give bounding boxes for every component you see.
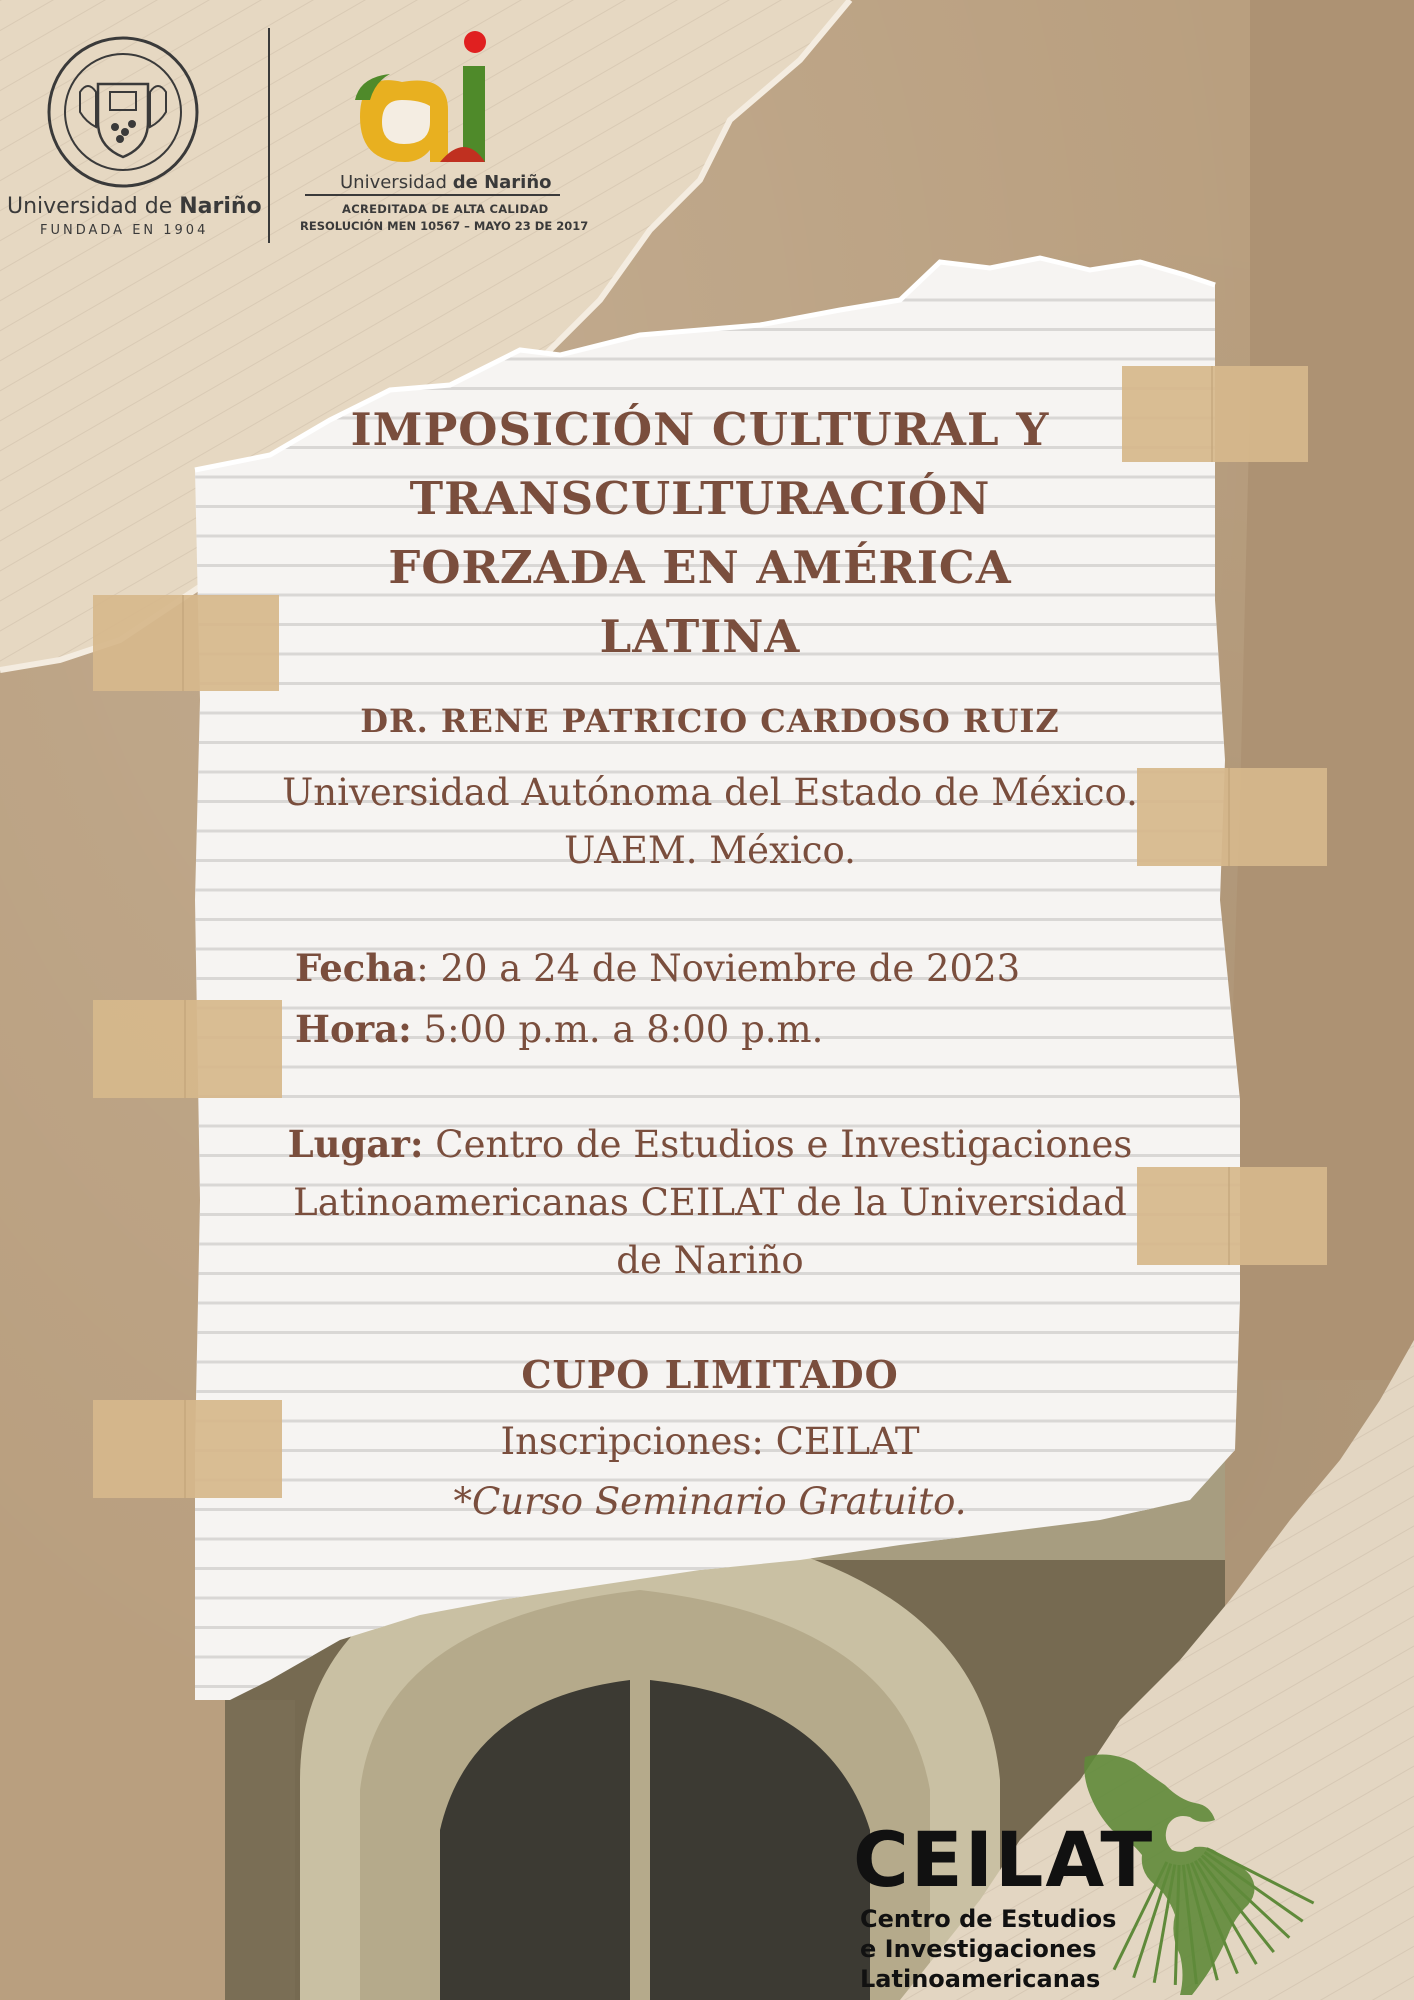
tape-piece <box>93 1400 282 1498</box>
lugar-value: Centro de Estudios e Investigaciones Latinoamericanas CEILAT de la Universidad de Nariño <box>293 1123 1133 1282</box>
ceilat-line-1: Centro de Estudios <box>860 1905 1117 1933</box>
affiliation-line-2: UAEM. México. <box>564 829 856 872</box>
title-line-4: LATINA <box>599 610 801 663</box>
ai-rule <box>305 194 560 196</box>
ai-accreditation-text: ACREDITADA DE ALTA CALIDAD <box>342 202 549 216</box>
ceilat-logo <box>850 1745 1410 2000</box>
tape-piece <box>1137 768 1327 866</box>
registration-info <box>380 1412 1040 1532</box>
title-line-2: TRANSCULTURACIÓN <box>409 472 991 525</box>
tape-piece <box>1122 366 1308 462</box>
event-location <box>280 1115 1140 1290</box>
fecha-row <box>295 938 1095 999</box>
fecha-label: Fecha <box>295 946 417 990</box>
logo-divider <box>268 28 270 243</box>
gratuito-text: Curso Seminario Gratuito. <box>471 1480 967 1523</box>
ceilat-line-3: Latinoamericanas <box>860 1965 1101 1993</box>
acreditacion-ai-logo <box>290 22 589 242</box>
event-schedule <box>295 938 1095 1060</box>
ai-resolution-text: RESOLUCIÓN MEN 10567 – MAYO 23 DE 2017 <box>300 219 589 233</box>
speaker-name: DR. RENE PATRICIO CARDOSO RUIZ <box>360 702 1060 740</box>
lugar-label: Lugar: <box>287 1122 424 1166</box>
inscripciones: Inscripciones: CEILAT <box>500 1420 920 1463</box>
ceilat-wordmark: CEILAT <box>853 1815 1155 1904</box>
universidad-narino-founded: FUNDADA EN 1904 <box>40 223 209 238</box>
fecha-value: : 20 a 24 de Noviembre de 2023 <box>416 947 1021 990</box>
gratuito-star: * <box>453 1480 472 1523</box>
speaker-affiliation <box>260 764 1160 880</box>
ai-university-name <box>340 172 552 193</box>
universidad-narino-logo <box>0 22 262 242</box>
hora-label: Hora: <box>295 1007 412 1051</box>
affiliation-line-1: Universidad Autónoma del Estado de México. <box>282 771 1138 814</box>
universidad-narino-name <box>7 194 262 219</box>
gratuito-note <box>380 1472 1040 1532</box>
hora-value: 5:00 p.m. a 8:00 p.m. <box>411 1008 824 1051</box>
hora-row <box>295 999 1095 1060</box>
title-line-1: IMPOSICIÓN CULTURAL Y <box>350 403 1050 456</box>
ai-name-bold: de Nariño <box>452 172 552 193</box>
tape-piece <box>1137 1167 1327 1265</box>
cupo-limitado: CUPO LIMITADO <box>521 1352 899 1397</box>
ceilat-line-2: e Investigaciones <box>860 1935 1097 1963</box>
event-title <box>300 395 1100 671</box>
title-line-3: FORZADA EN AMÉRICA <box>388 541 1012 594</box>
tape-piece <box>93 1000 282 1098</box>
name-bold: Nariño <box>179 194 262 219</box>
name-regular: Universidad de <box>7 194 180 219</box>
ai-name-regular: Universidad <box>340 172 453 193</box>
ai-mark-icon <box>290 22 570 172</box>
tape-piece <box>93 595 279 691</box>
